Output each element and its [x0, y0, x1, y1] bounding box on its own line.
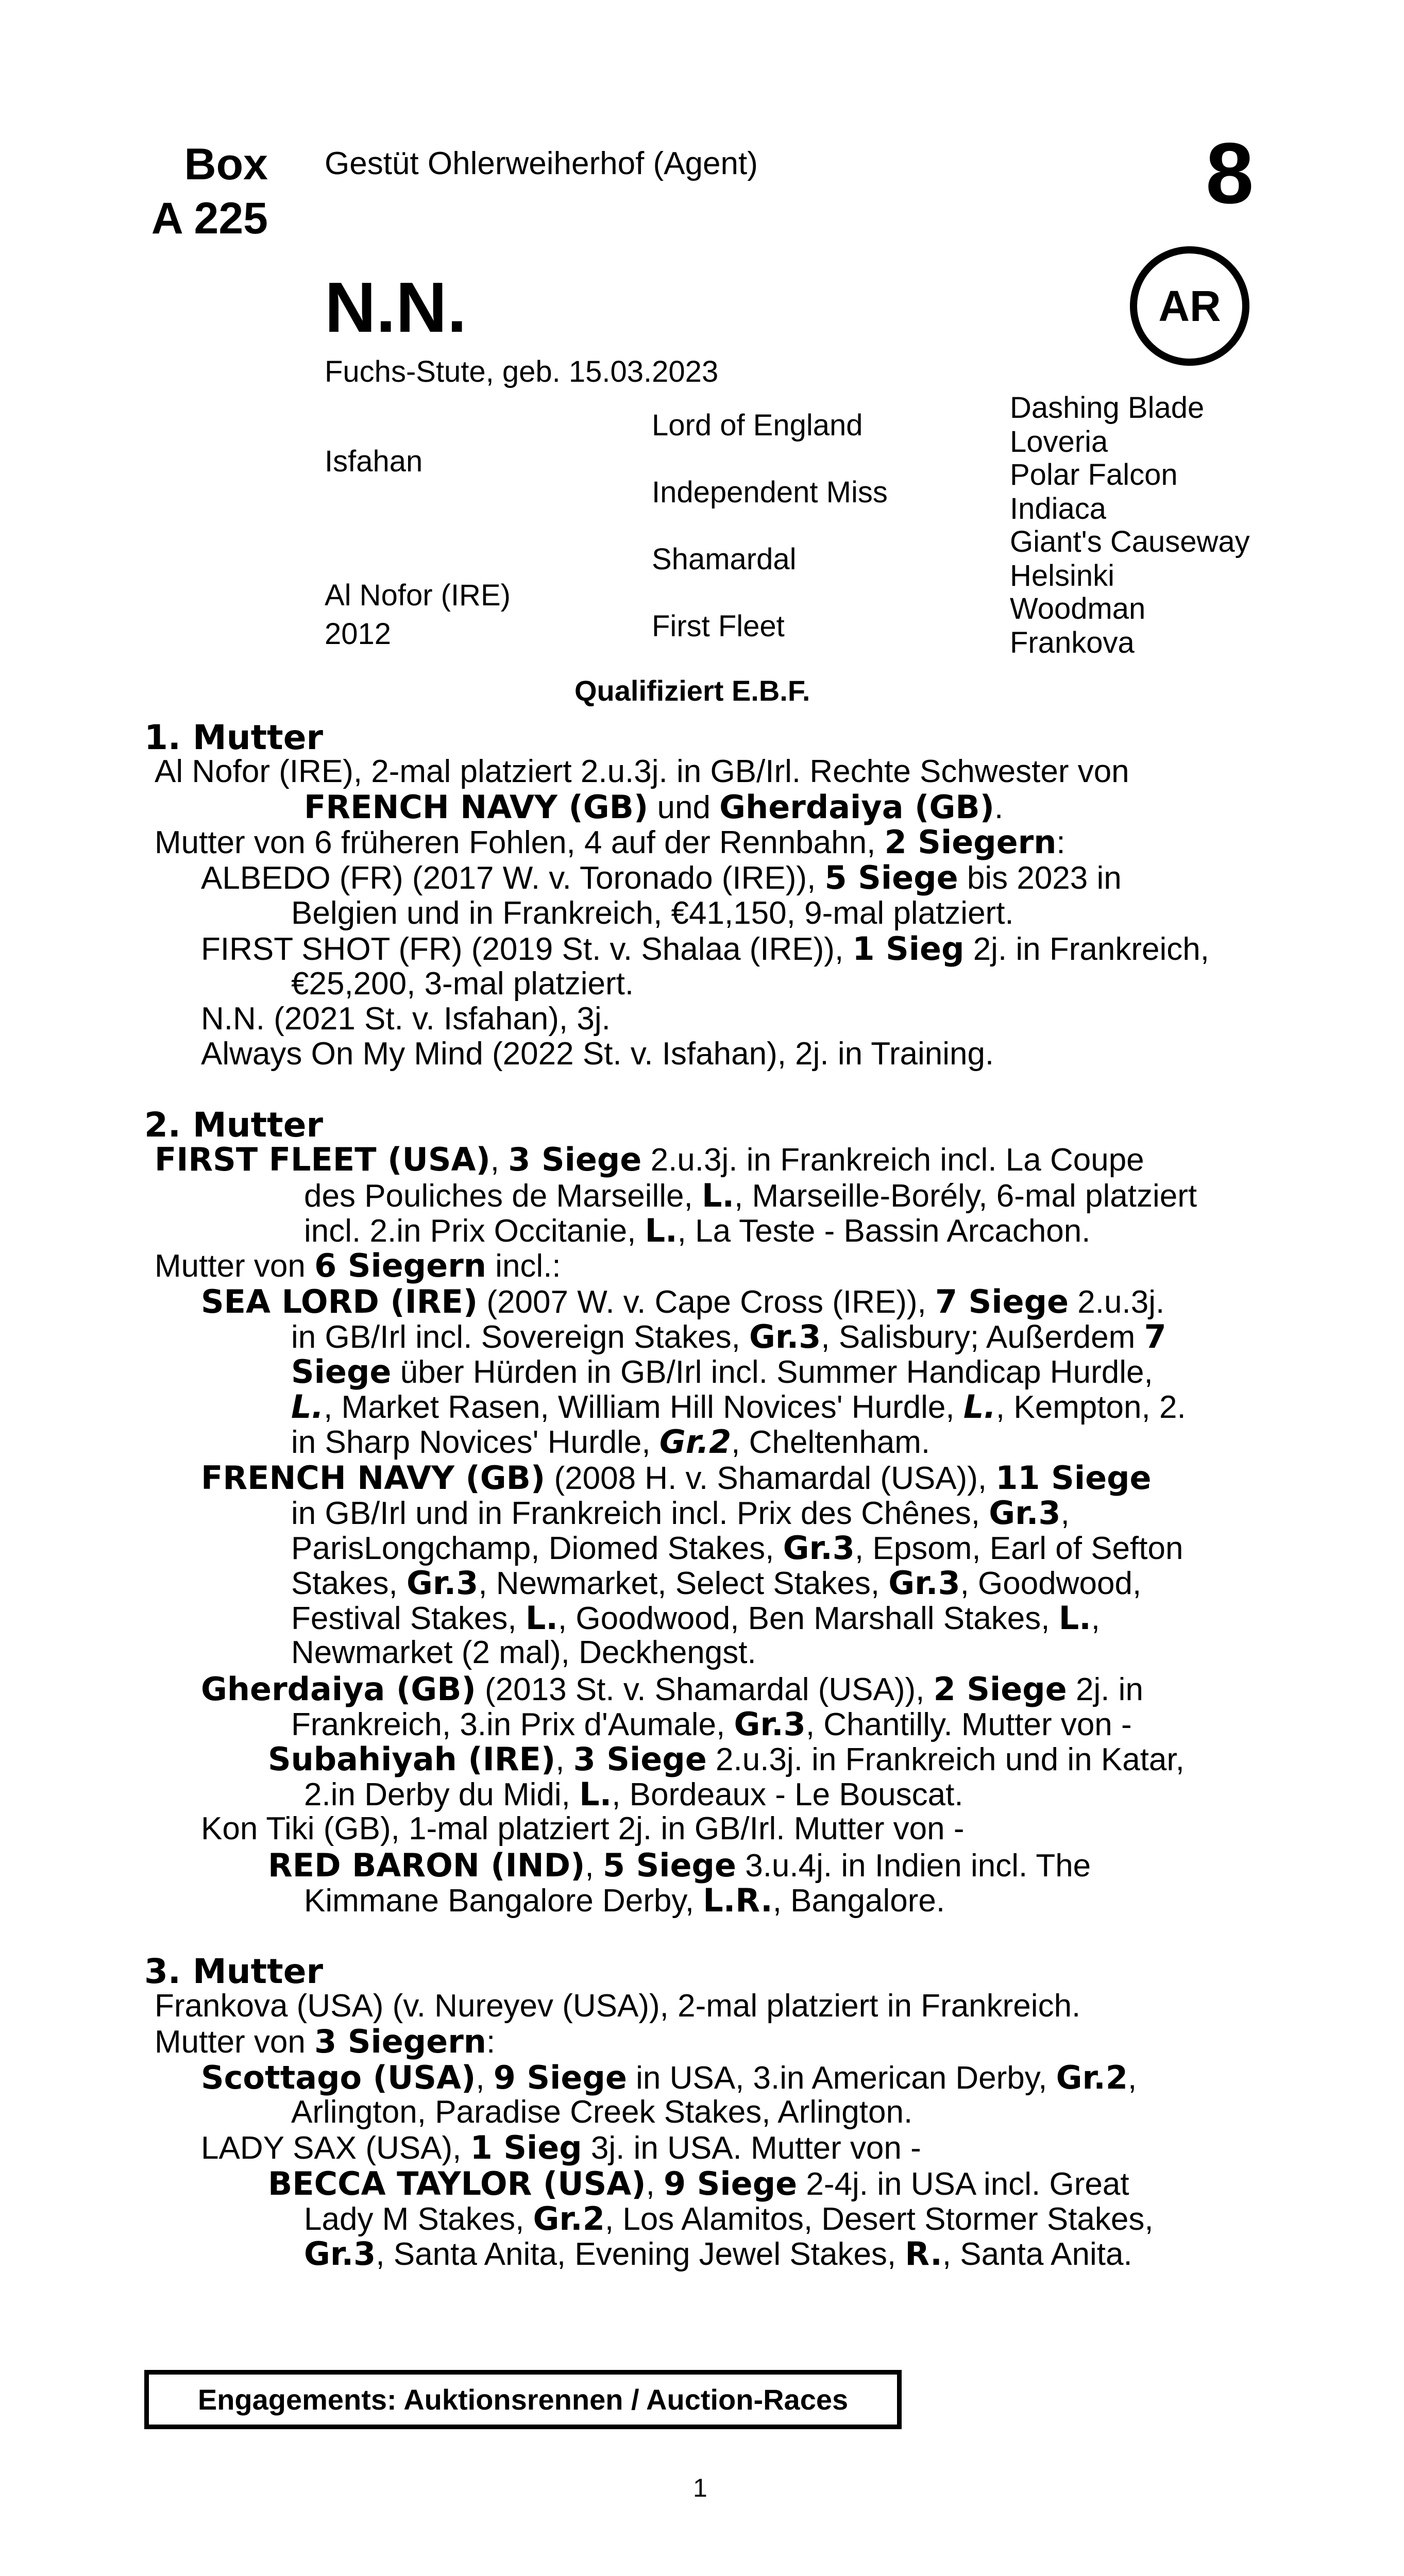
first-dam-line: Al Nofor (IRE), 2-mal platziert 2.u.3j. in GB/Irl. Rechte Schwester von — [155, 754, 1129, 789]
pedigree-grandparent: Independent Miss — [652, 476, 888, 509]
offspring-entry: Kon Tiki (GB), 1-mal platziert 2j. in GB/Irl. Mutter von - — [201, 1811, 965, 1846]
box-label: Box — [184, 140, 268, 189]
pedigree-sire: Isfahan — [325, 445, 423, 478]
third-dam-heading: 3. Mutter — [144, 1952, 324, 1991]
grand-offspring-entry-cont: Lady M Stakes, Gr.2, Los Alamitos, Desert Stormer Stakes, — [304, 2200, 1154, 2238]
pedigree-great-grandparent: Indiaca — [1010, 492, 1107, 526]
pedigree-great-grandparent: Giant's Causeway — [1010, 525, 1250, 558]
page-number: 1 — [693, 2473, 707, 2502]
grand-offspring-entry-cont: 2.in Derby du Midi, L., Bordeaux - Le Bouscat. — [304, 1775, 963, 1813]
offspring-entry-cont: in GB/Irl und in Frankreich incl. Prix des Chênes, Gr.3, — [291, 1494, 1070, 1532]
box-number: A 225 — [151, 194, 268, 243]
second-dam-line: incl. 2.in Prix Occitanie, L., La Teste - Bassin Arcachon. — [304, 1212, 1091, 1249]
offspring-entry-cont: L., Market Rasen, William Hill Novices' Hurdle, L., Kempton, 2. — [291, 1388, 1186, 1426]
offspring-entry: FIRST SHOT (FR) (2019 St. v. Shalaa (IRE)), 1 Sieg 2j. in Frankreich, — [201, 930, 1209, 968]
pedigree-great-grandparent: Woodman — [1010, 592, 1146, 625]
offspring-entry-cont: ParisLongchamp, Diomed Stakes, Gr.3, Epsom, Earl of Sefton — [291, 1529, 1183, 1567]
offspring-entry-cont: Belgien und in Frankreich, €41,150, 9-mal platziert. — [291, 895, 1014, 931]
pedigree-dam-year: 2012 — [325, 617, 392, 651]
second-dam-line: FIRST FLEET (USA), 3 Siege 2.u.3j. in Frankreich incl. La Coupe — [155, 1141, 1144, 1178]
third-dam-line: Frankova (USA) (v. Nureyev (USA)), 2-mal platziert in Frankreich. — [155, 1988, 1081, 2024]
second-dam-line: des Pouliches de Marseille, L., Marseille-Borély, 6-mal platziert — [304, 1177, 1197, 1214]
offspring-entry: LADY SAX (USA), 1 Sieg 3j. in USA. Mutter von - — [201, 2129, 921, 2166]
grand-offspring-entry: RED BARON (IND), 5 Siege 3.u.4j. in Indien incl. The — [268, 1846, 1091, 1884]
consignor-agent: Gestüt Ohlerweiherhof (Agent) — [325, 146, 758, 181]
pedigree-great-grandparent: Polar Falcon — [1010, 458, 1178, 492]
pedigree-grandparent: Lord of England — [652, 409, 863, 442]
ar-badge — [1130, 246, 1249, 366]
horse-name: N.N. — [325, 268, 467, 347]
second-dam-line: Mutter von 6 Siegern incl.: — [155, 1247, 561, 1284]
offspring-entry: Gherdaiya (GB) (2013 St. v. Shamardal (USA)), 2 Siege 2j. in — [201, 1670, 1143, 1708]
offspring-entry-cont: Frankreich, 3.in Prix d'Aumale, Gr.3, Chantilly. Mutter von - — [291, 1705, 1132, 1743]
qualification-note: Qualifiziert E.B.F. — [574, 674, 810, 707]
offspring-entry: Scottago (USA), 9 Siege in USA, 3.in American Derby, Gr.2, — [201, 2059, 1137, 2096]
second-dam-heading: 2. Mutter — [144, 1105, 324, 1145]
offspring-entry-cont: €25,200, 3-mal platziert. — [291, 966, 634, 1002]
offspring-entry-cont: Festival Stakes, L., Goodwood, Ben Marshall Stakes, L., — [291, 1599, 1101, 1637]
pedigree-dam: Al Nofor (IRE) — [325, 579, 511, 612]
horse-description: Fuchs-Stute, geb. 15.03.2023 — [325, 355, 719, 388]
offspring-entry-cont: in GB/Irl incl. Sovereign Stakes, Gr.3, Salisbury; Außerdem 7 — [291, 1318, 1166, 1355]
offspring-entry: ALBEDO (FR) (2017 W. v. Toronado (IRE)), 5 Siege bis 2023 in — [201, 859, 1122, 896]
pedigree-great-grandparent: Helsinki — [1010, 559, 1115, 592]
offspring-entry: Always On My Mind (2022 St. v. Isfahan), 2j. in Training. — [201, 1036, 994, 1072]
pedigree-great-grandparent: Dashing Blade — [1010, 391, 1205, 425]
pedigree-grandparent: First Fleet — [652, 609, 785, 643]
pedigree-grandparent: Shamardal — [652, 543, 797, 576]
grand-offspring-entry-cont: Gr.3, Santa Anita, Evening Jewel Stakes, R., Santa Anita. — [304, 2235, 1132, 2273]
ar-badge-text: AR — [1158, 281, 1221, 330]
grand-offspring-entry: BECCA TAYLOR (USA), 9 Siege 2-4j. in USA incl. Great — [268, 2165, 1129, 2202]
grand-offspring-entry: Subahiyah (IRE), 3 Siege 2.u.3j. in Frankreich und in Katar, — [268, 1740, 1185, 1778]
first-dam-heading: 1. Mutter — [144, 718, 324, 757]
offspring-entry-cont: Siege über Hürden in GB/Irl incl. Summer Handicap Hurdle, — [291, 1353, 1153, 1391]
engagements-box — [144, 2370, 902, 2429]
offspring-entry-cont: in Sharp Novices' Hurdle, Gr.2, Cheltenham. — [291, 1423, 931, 1461]
lot-number: 8 — [1206, 125, 1254, 222]
engagements-text: Engagements: Auktionsrennen / Auction-Races — [197, 2383, 849, 2416]
offspring-entry: N.N. (2021 St. v. Isfahan), 3j. — [201, 1001, 611, 1037]
pedigree-great-grandparent: Frankova — [1010, 626, 1135, 659]
offspring-entry-cont: Arlington, Paradise Creek Stakes, Arlington. — [291, 2094, 913, 2130]
third-dam-line: Mutter von 3 Siegern: — [155, 2023, 496, 2060]
grand-offspring-entry-cont: Kimmane Bangalore Derby, L.R., Bangalore. — [304, 1882, 945, 1919]
offspring-entry-cont: Stakes, Gr.3, Newmarket, Select Stakes, Gr.3, Goodwood, — [291, 1564, 1142, 1602]
pedigree-great-grandparent: Loveria — [1010, 425, 1108, 459]
first-dam-line: FRENCH NAVY (GB) und Gherdaiya (GB). — [304, 788, 1004, 826]
offspring-entry: SEA LORD (IRE) (2007 W. v. Cape Cross (IRE)), 7 Siege 2.u.3j. — [201, 1283, 1165, 1320]
first-dam-line: Mutter von 6 früheren Fohlen, 4 auf der Rennbahn, 2 Siegern: — [155, 823, 1065, 861]
offspring-entry-cont: Newmarket (2 mal), Deckhengst. — [291, 1635, 756, 1670]
offspring-entry: FRENCH NAVY (GB) (2008 H. v. Shamardal (USA)), 11 Siege — [201, 1459, 1152, 1497]
